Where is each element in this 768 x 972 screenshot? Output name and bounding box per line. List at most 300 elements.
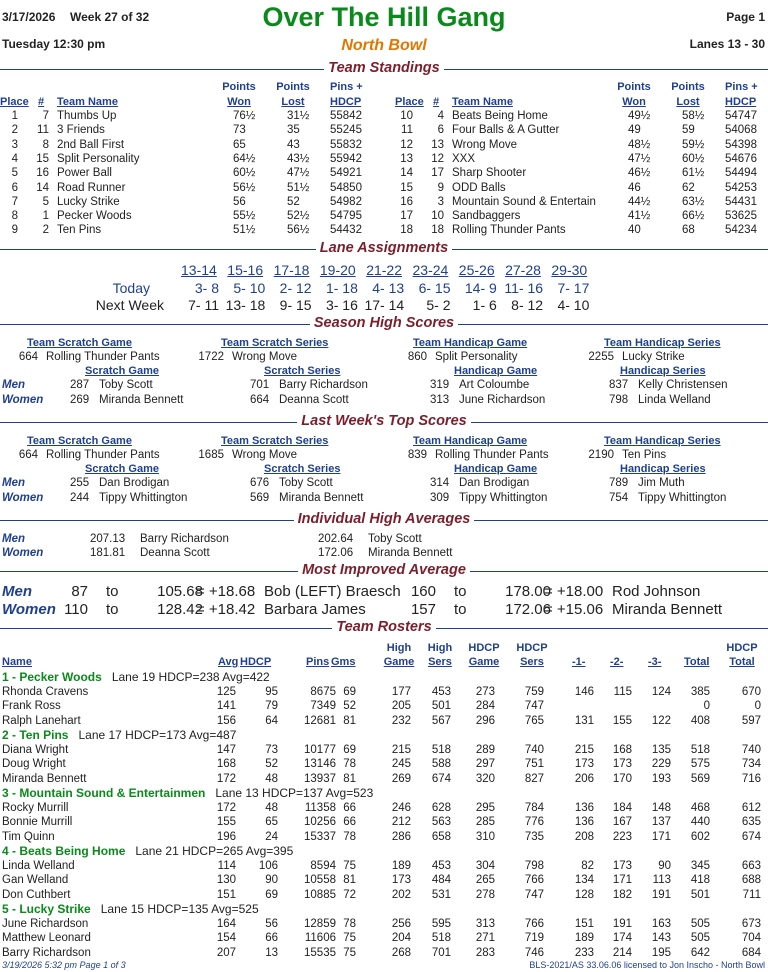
lane-pair: 27-28 xyxy=(505,262,541,278)
improved-to: 172.06 xyxy=(505,601,551,618)
stat-cell: 531 xyxy=(431,888,451,901)
stat-cell: 265 xyxy=(475,874,495,886)
women-label: Women xyxy=(2,547,44,559)
category-title: Scratch Game xyxy=(85,365,159,377)
stat-cell: 163 xyxy=(651,917,671,930)
pins-hdcp: 54494 xyxy=(725,167,757,180)
improved-to-label: to xyxy=(454,583,467,600)
stat-cell: 13146 xyxy=(304,758,336,770)
stat-cell: 52 xyxy=(343,700,356,712)
bowling-center: North Bowl xyxy=(341,37,427,54)
team-name: ODD Balls xyxy=(452,181,506,194)
team-number: 2 xyxy=(42,224,49,237)
stat-cell: 310 xyxy=(475,830,495,843)
player-name: Barry Richardson xyxy=(279,379,368,391)
col-total: Total xyxy=(684,656,710,668)
stat-cell: 130 xyxy=(216,874,236,886)
stat-cell: 206 xyxy=(574,772,594,785)
improved-to: 105.68 xyxy=(157,583,203,600)
team-name: Ten Pins xyxy=(57,224,102,237)
col-team: Team Name xyxy=(57,96,118,108)
average-value: 202.64 xyxy=(318,533,354,545)
points-lost: 62 xyxy=(682,181,695,194)
player-score: 319 xyxy=(430,379,450,391)
place: 16 xyxy=(400,195,413,208)
team-name: Rolling Thunder Pants xyxy=(46,449,160,461)
place: 10 xyxy=(400,110,413,122)
stat-cell: 440 xyxy=(690,816,710,828)
team-name: Rolling Thunder Pants xyxy=(435,449,549,461)
stat-cell: 173 xyxy=(612,758,632,770)
player-name: Don Cuthbert xyxy=(2,888,71,901)
stat-cell: 284 xyxy=(475,700,495,712)
stat-cell: 79 xyxy=(265,700,278,712)
points-won: 56 xyxy=(233,195,246,208)
team-name: 5 - Lucky Strike xyxy=(2,902,91,916)
roster-row xyxy=(0,801,768,815)
next-matchup: 13- 18 xyxy=(225,297,266,313)
stat-cell: 735 xyxy=(524,830,544,843)
category-title: Handicap Game xyxy=(454,463,538,475)
team-heading xyxy=(2,670,270,684)
stat-cell: 205 xyxy=(391,700,411,712)
team-name: 2 - Ten Pins xyxy=(2,728,69,742)
today-matchup: 7- 17 xyxy=(557,280,590,296)
league-title: Over The Hill Gang xyxy=(262,2,506,32)
stat-cell: 505 xyxy=(690,932,710,944)
col-hdcp: Pins + xyxy=(330,81,363,93)
points-lost: 60½ xyxy=(682,152,705,165)
points-lost: 66½ xyxy=(682,210,705,223)
stat-cell: 674 xyxy=(431,772,451,785)
player-score: 287 xyxy=(70,379,90,391)
team-name: Split Personality xyxy=(57,152,140,165)
stat-cell: 202 xyxy=(391,888,411,901)
col-hdcp-series: Sers xyxy=(520,656,544,668)
category-title: Team Handicap Series xyxy=(604,435,721,447)
player-name: Miranda Bennett xyxy=(279,492,364,504)
stat-cell: 273 xyxy=(475,685,495,698)
stat-cell: 453 xyxy=(431,685,451,698)
pins-hdcp: 54431 xyxy=(725,195,757,208)
stat-cell: 747 xyxy=(524,888,544,901)
team-heading xyxy=(2,844,293,858)
pins-hdcp: 54234 xyxy=(725,224,757,237)
col-lost: Lost xyxy=(281,96,305,108)
team-name: Four Balls & A Gutter xyxy=(452,124,560,137)
improved-to-label: to xyxy=(106,583,119,600)
lane-pair: 17-18 xyxy=(273,262,310,278)
stat-cell: 453 xyxy=(431,859,451,872)
team-name: Sharp Shooter xyxy=(452,167,527,180)
team-number: 5 xyxy=(42,195,49,208)
player-score: 314 xyxy=(430,477,450,489)
pins-hdcp: 55842 xyxy=(330,110,362,122)
team-info: Lane 19 HDCP=238 Avg=422 xyxy=(111,670,270,684)
team-number: 1 xyxy=(42,210,49,223)
today-matchup: 3- 8 xyxy=(194,280,219,296)
points-won: 48½ xyxy=(628,138,651,151)
team-number: 13 xyxy=(431,138,444,151)
stat-cell: 567 xyxy=(431,714,451,727)
category-title: Handicap Game xyxy=(454,365,538,377)
stat-cell: 719 xyxy=(524,932,544,944)
stat-cell: 168 xyxy=(216,758,236,770)
player-score: 313 xyxy=(430,394,450,406)
roster-row xyxy=(0,699,768,713)
stat-cell: 135 xyxy=(651,743,671,756)
points-won: 60½ xyxy=(233,167,256,180)
stat-cell: 229 xyxy=(651,758,671,770)
stat-cell: 147 xyxy=(216,743,236,756)
col-hdcp-game: HDCP xyxy=(468,642,500,654)
stat-cell: 320 xyxy=(475,772,495,785)
bowler-name: Barry Richardson xyxy=(140,533,229,545)
stat-cell: 164 xyxy=(216,917,236,930)
next-week-label: Next Week xyxy=(95,297,164,313)
team-name: Lucky Strike xyxy=(622,351,685,363)
category-title: Team Scratch Game xyxy=(27,435,132,447)
stat-cell: 11358 xyxy=(304,801,336,814)
player-name: Toby Scott xyxy=(279,477,333,489)
category-title: Handicap Series xyxy=(620,463,706,475)
place: 18 xyxy=(400,224,413,237)
col-hdcp-game: Game xyxy=(468,656,500,668)
col-avg: Avg xyxy=(218,656,239,668)
next-matchup: 3- 16 xyxy=(325,297,358,313)
section-title-rosters: Team Rosters xyxy=(0,619,768,635)
stat-cell: 172 xyxy=(216,801,236,814)
pins-hdcp: 54982 xyxy=(330,195,362,208)
col-gms: Gms xyxy=(331,656,356,668)
stat-cell: 602 xyxy=(690,830,710,843)
place: 14 xyxy=(400,167,413,180)
stat-cell: 468 xyxy=(690,801,710,814)
stat-cell: 137 xyxy=(651,816,671,828)
stat-cell: 704 xyxy=(741,932,761,944)
stat-cell: 595 xyxy=(431,917,451,930)
lane-pair: 21-22 xyxy=(366,262,402,278)
stat-cell: 588 xyxy=(431,758,451,770)
improved-name: Miranda Bennett xyxy=(612,601,723,618)
stat-cell: 148 xyxy=(651,801,671,814)
points-won: 49½ xyxy=(628,110,651,122)
footer-left: 3/19/2026 5:32 pm Page 1 of 3 xyxy=(2,960,126,970)
stat-cell: 10256 xyxy=(304,816,336,828)
bowler-name: Deanna Scott xyxy=(140,547,210,559)
improved-to-label: to xyxy=(106,601,119,618)
roster-row xyxy=(0,815,768,829)
improved-gain: = +18.68 xyxy=(196,583,256,600)
stat-cell: 385 xyxy=(690,685,710,698)
col-place: Place xyxy=(395,96,424,108)
player-name: Deanna Scott xyxy=(279,394,349,406)
category-title: Team Handicap Game xyxy=(413,337,528,349)
team-name: 3 Friends xyxy=(57,124,105,137)
stat-cell: 765 xyxy=(524,714,544,727)
place: 8 xyxy=(11,210,18,223)
category-title: Team Handicap Game xyxy=(413,435,528,447)
roster-row xyxy=(0,830,768,844)
roster-row xyxy=(0,917,768,931)
stat-cell: 151 xyxy=(574,917,594,930)
stat-cell: 518 xyxy=(431,743,451,756)
player-name: Tippy Whittington xyxy=(459,492,548,504)
next-matchup: 1- 6 xyxy=(472,297,497,313)
roster-row xyxy=(0,946,768,960)
stat-cell: 663 xyxy=(741,859,761,872)
stat-cell: 278 xyxy=(475,888,495,901)
next-matchup: 5- 2 xyxy=(426,297,451,313)
team-name: Rolling Thunder Pants xyxy=(452,224,566,237)
next-matchup: 17- 14 xyxy=(364,297,405,313)
lane-pair: 13-14 xyxy=(181,262,217,278)
stat-cell: 418 xyxy=(690,874,710,886)
stat-cell: 191 xyxy=(612,917,632,930)
today-matchup: 11- 16 xyxy=(504,280,544,296)
stat-cell: 195 xyxy=(651,946,671,959)
col-hdcp: HDCP xyxy=(725,96,757,108)
stat-cell: 81 xyxy=(343,772,356,785)
col-game3: -3- xyxy=(648,656,662,668)
next-matchup: 7- 11 xyxy=(188,297,219,313)
place: 7 xyxy=(11,195,18,208)
stat-cell: 740 xyxy=(741,743,761,756)
player-name: Dan Brodigan xyxy=(99,477,170,489)
team-name: Ten Pins xyxy=(622,449,667,461)
stat-cell: 143 xyxy=(651,932,671,944)
today-label: Today xyxy=(112,280,150,296)
points-won: 55½ xyxy=(233,210,256,223)
stat-cell: 214 xyxy=(612,946,632,959)
stat-cell: 766 xyxy=(524,874,544,886)
team-name: 3 - Mountain Sound & Entertainmen xyxy=(2,786,206,800)
section-title-lanes: Lane Assignments xyxy=(0,240,768,256)
pins-hdcp: 54253 xyxy=(725,181,757,194)
stat-cell: 13 xyxy=(265,946,278,959)
stat-cell: 289 xyxy=(475,743,495,756)
stat-cell: 7349 xyxy=(310,700,336,712)
team-info: Lane 15 HDCP=135 Avg=525 xyxy=(100,902,259,916)
col-hdcp: HDCP xyxy=(240,656,272,668)
stat-cell: 8675 xyxy=(310,685,336,698)
today-matchup: 14- 9 xyxy=(464,280,497,296)
points-lost: 51½ xyxy=(287,181,310,194)
page-number: Page 1 xyxy=(726,10,765,24)
standings-row xyxy=(0,181,768,195)
points-won: 56½ xyxy=(233,181,256,194)
stat-cell: 740 xyxy=(524,743,544,756)
player-score: 255 xyxy=(70,477,90,489)
points-won: 76½ xyxy=(233,110,256,122)
stat-cell: 10558 xyxy=(304,874,336,886)
stat-cell: 66 xyxy=(343,816,356,828)
stat-cell: 11606 xyxy=(304,932,336,944)
team-number: 10 xyxy=(431,210,444,223)
stat-cell: 232 xyxy=(391,714,411,727)
place: 13 xyxy=(400,152,413,165)
points-lost: 58½ xyxy=(682,110,705,122)
section-title-lastweek: Last Week's Top Scores xyxy=(0,413,768,429)
col-pins: Pins xyxy=(306,656,330,668)
col-num: # xyxy=(38,96,45,108)
player-name: Rocky Murrill xyxy=(2,801,69,814)
men-label: Men xyxy=(2,583,32,600)
points-lost: 52 xyxy=(287,195,300,208)
player-score: 244 xyxy=(70,492,90,504)
average-value: 181.81 xyxy=(90,547,126,559)
points-won: 46½ xyxy=(628,167,651,180)
col-num: # xyxy=(433,96,440,108)
player-name: June Richardson xyxy=(459,394,546,406)
team-name: Rolling Thunder Pants xyxy=(46,351,160,363)
stat-cell: 154 xyxy=(216,932,236,944)
stat-cell: 10177 xyxy=(304,743,336,756)
stat-cell: 208 xyxy=(574,830,594,843)
team-heading xyxy=(2,902,259,916)
stat-cell: 246 xyxy=(391,801,411,814)
player-name: Frank Ross xyxy=(2,700,61,712)
points-won: 51½ xyxy=(233,224,256,237)
place: 4 xyxy=(11,152,18,165)
standings-row xyxy=(0,195,768,209)
stat-cell: 268 xyxy=(391,946,411,959)
stat-cell: 295 xyxy=(475,801,495,814)
team-name: Wrong Move xyxy=(232,449,297,461)
stat-cell: 0 xyxy=(703,700,710,712)
team-number: 17 xyxy=(431,167,444,180)
col-high-series: Sers xyxy=(428,656,452,668)
today-matchup: 1- 18 xyxy=(325,280,358,296)
stat-cell: 173 xyxy=(391,874,411,886)
stat-cell: 78 xyxy=(343,830,356,843)
roster-row xyxy=(0,873,768,887)
points-lost: 68 xyxy=(682,224,695,237)
women-label: Women xyxy=(2,492,44,504)
stat-cell: 114 xyxy=(217,859,236,872)
team-name: Sandbaggers xyxy=(452,210,521,223)
improved-name: Bob (LEFT) Braesch xyxy=(264,583,401,600)
roster-row xyxy=(0,743,768,757)
section-title-averages: Individual High Averages xyxy=(0,511,768,527)
col-lost: Points xyxy=(671,81,705,93)
stat-cell: 66 xyxy=(343,801,356,814)
average-value: 172.06 xyxy=(318,547,354,559)
stat-cell: 635 xyxy=(741,816,761,828)
stat-cell: 688 xyxy=(741,874,761,886)
stat-cell: 78 xyxy=(343,917,356,930)
team-number: 4 xyxy=(437,110,444,122)
team-heading xyxy=(2,786,373,800)
place: 3 xyxy=(11,138,18,151)
stat-cell: 484 xyxy=(431,874,451,886)
stat-cell: 173 xyxy=(574,758,594,770)
pins-hdcp: 54068 xyxy=(725,124,757,137)
player-score: 701 xyxy=(250,379,270,391)
points-lost: 43½ xyxy=(287,152,310,165)
stat-cell: 156 xyxy=(216,714,236,727)
player-name: Barry Richardson xyxy=(2,946,91,959)
stat-cell: 189 xyxy=(391,859,411,872)
stat-cell: 141 xyxy=(216,700,236,712)
col-hdcp-total: Total xyxy=(729,656,755,668)
place: 9 xyxy=(11,224,18,237)
player-name: Kelly Christensen xyxy=(638,379,728,391)
player-name: Art Coloumbe xyxy=(459,379,530,391)
lane-pair: 29-30 xyxy=(551,262,588,278)
place: 17 xyxy=(400,210,413,223)
points-lost: 61½ xyxy=(682,167,705,180)
stat-cell: 827 xyxy=(524,772,544,785)
category-title: Team Scratch Series xyxy=(221,337,329,349)
stat-cell: 207 xyxy=(216,946,236,959)
stat-cell: 15337 xyxy=(304,830,336,843)
standings-row xyxy=(0,223,768,237)
points-won: 47½ xyxy=(628,152,651,165)
stat-cell: 82 xyxy=(581,859,594,872)
stat-cell: 75 xyxy=(343,946,356,959)
standings-row xyxy=(0,109,768,123)
team-name: Lucky Strike xyxy=(57,195,120,208)
team-name: 4 - Beats Being Home xyxy=(2,844,126,858)
improved-from: 160 xyxy=(410,583,436,600)
player-score: 837 xyxy=(609,379,629,391)
stat-cell: 798 xyxy=(524,859,544,872)
stat-cell: 642 xyxy=(690,946,710,959)
men-label: Men xyxy=(2,533,25,545)
team-name: Mountain Sound & Entertain xyxy=(452,195,596,208)
stat-cell: 286 xyxy=(391,830,411,843)
stat-cell: 563 xyxy=(431,816,451,828)
stat-cell: 69 xyxy=(343,685,356,698)
points-lost: 31½ xyxy=(287,110,310,122)
col-won: Points xyxy=(617,81,651,93)
team-number: 3 xyxy=(437,195,444,208)
place: 6 xyxy=(11,181,18,194)
team-name: Power Ball xyxy=(57,167,112,180)
today-matchup: 2- 12 xyxy=(279,280,312,296)
team-score: 1685 xyxy=(198,449,224,461)
player-name: Diana Wright xyxy=(2,743,69,756)
stat-cell: 172 xyxy=(216,772,236,785)
stat-cell: 90 xyxy=(658,859,671,872)
category-title: Team Scratch Series xyxy=(221,435,329,447)
team-name: 2nd Ball First xyxy=(57,138,125,151)
section-title-standings: Team Standings xyxy=(0,60,768,76)
stat-cell: 12859 xyxy=(304,917,336,930)
team-name: Thumbs Up xyxy=(57,110,117,122)
stat-cell: 746 xyxy=(524,946,544,959)
improved-from: 110 xyxy=(64,601,88,618)
roster-row xyxy=(0,888,768,902)
team-number: 9 xyxy=(437,181,444,194)
player-name: Rhonda Cravens xyxy=(2,685,89,698)
stat-cell: 72 xyxy=(343,888,356,901)
stat-cell: 134 xyxy=(574,874,594,886)
points-lost: 56½ xyxy=(287,224,310,237)
stat-cell: 115 xyxy=(613,685,632,698)
place: 5 xyxy=(11,167,18,180)
pins-hdcp: 54921 xyxy=(330,167,362,180)
stat-cell: 283 xyxy=(475,946,495,959)
improved-gain: = +15.06 xyxy=(544,601,604,618)
player-name: Doug Wright xyxy=(2,758,66,770)
stat-cell: 313 xyxy=(475,917,495,930)
stat-cell: 212 xyxy=(391,816,411,828)
footer-right: BLS-2021/AS 33.06.06 licensed to Jon Inscho - North Bowl xyxy=(529,960,765,970)
week-label: Week 27 of 32 xyxy=(70,10,150,24)
player-score: 309 xyxy=(430,492,450,504)
